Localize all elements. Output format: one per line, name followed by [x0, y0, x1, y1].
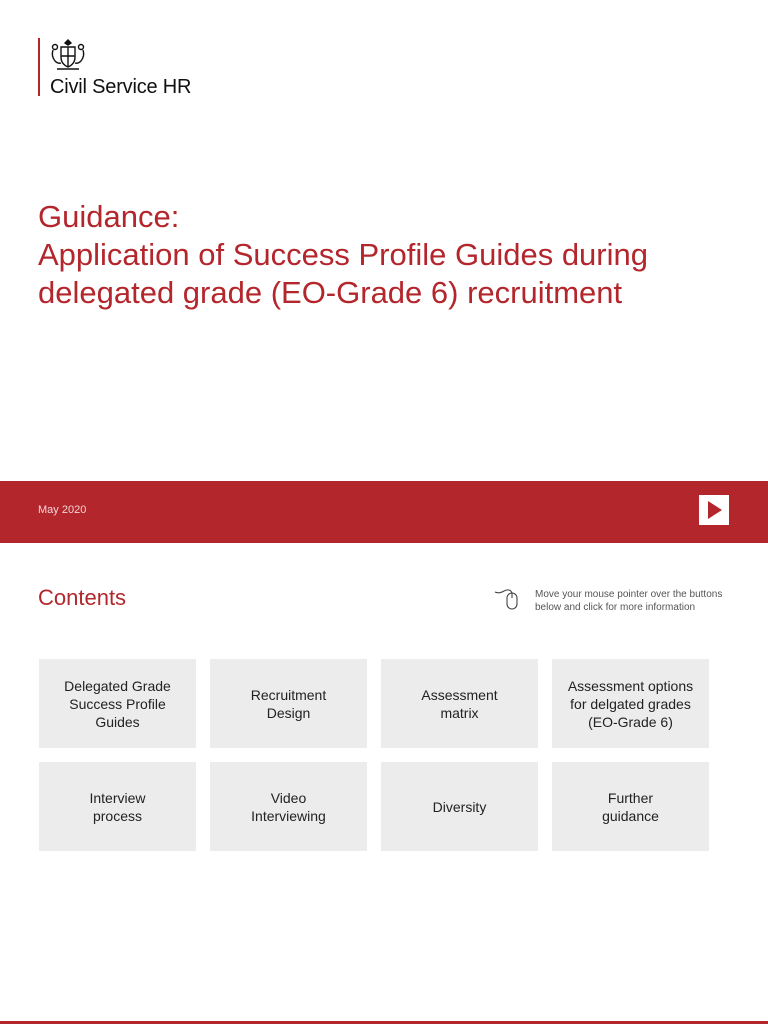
tile-label: Interview — [89, 789, 146, 806]
tile-label: Design — [266, 704, 311, 721]
tile-interview-process[interactable] — [39, 762, 196, 851]
hint-line: below and click for more information — [535, 602, 696, 613]
document-title — [38, 198, 738, 312]
title-line: Application of Success Profile Guides during — [38, 237, 648, 272]
civil-service-hr-logo — [38, 38, 192, 98]
tile-further-guidance[interactable] — [552, 762, 709, 851]
tile-assessment-options[interactable] — [552, 659, 709, 748]
mouse-pointer-icon — [494, 586, 520, 612]
tile-label: guidance — [602, 807, 659, 824]
play-icon — [699, 495, 729, 525]
tile-label: Recruitment — [250, 686, 327, 703]
tile-recruitment-design[interactable] — [210, 659, 367, 748]
hint-line: Move your mouse pointer over the buttons — [535, 589, 723, 600]
tile-label: Further — [607, 789, 654, 806]
title-line: delegated grade (EO-Grade 6) recruitment — [38, 275, 623, 310]
title-line: Guidance: — [38, 199, 180, 234]
date-banner — [0, 481, 768, 543]
tile-label: process — [92, 807, 143, 824]
tile-diversity[interactable] — [381, 762, 538, 851]
tile-label: (EO-Grade 6) — [588, 713, 673, 730]
tile-assessment-matrix[interactable] — [381, 659, 538, 748]
contents-heading: Contents — [38, 585, 127, 610]
tile-label: Guides — [95, 713, 140, 730]
tile-label: Success Profile — [69, 695, 166, 712]
next-page-button[interactable] — [699, 495, 729, 525]
tile-label: matrix — [440, 704, 479, 721]
tile-label: Assessment options — [567, 677, 694, 694]
tile-label: Diversity — [432, 798, 487, 815]
royal-crest-icon — [49, 38, 87, 72]
navigation-hint — [535, 588, 735, 614]
tile-delegated-grade-success-profile-guides[interactable] — [39, 659, 196, 748]
tile-label: Interviewing — [251, 807, 326, 824]
tile-label: Video — [270, 789, 307, 806]
publication-date: May 2020 — [38, 504, 87, 516]
tile-label: Delegated Grade — [64, 677, 171, 694]
tile-video-interviewing[interactable] — [210, 762, 367, 851]
tile-label: for delgated grades — [570, 695, 691, 712]
tile-label: Assessment — [421, 686, 498, 703]
organisation-name: Civil Service HR — [50, 76, 192, 98]
